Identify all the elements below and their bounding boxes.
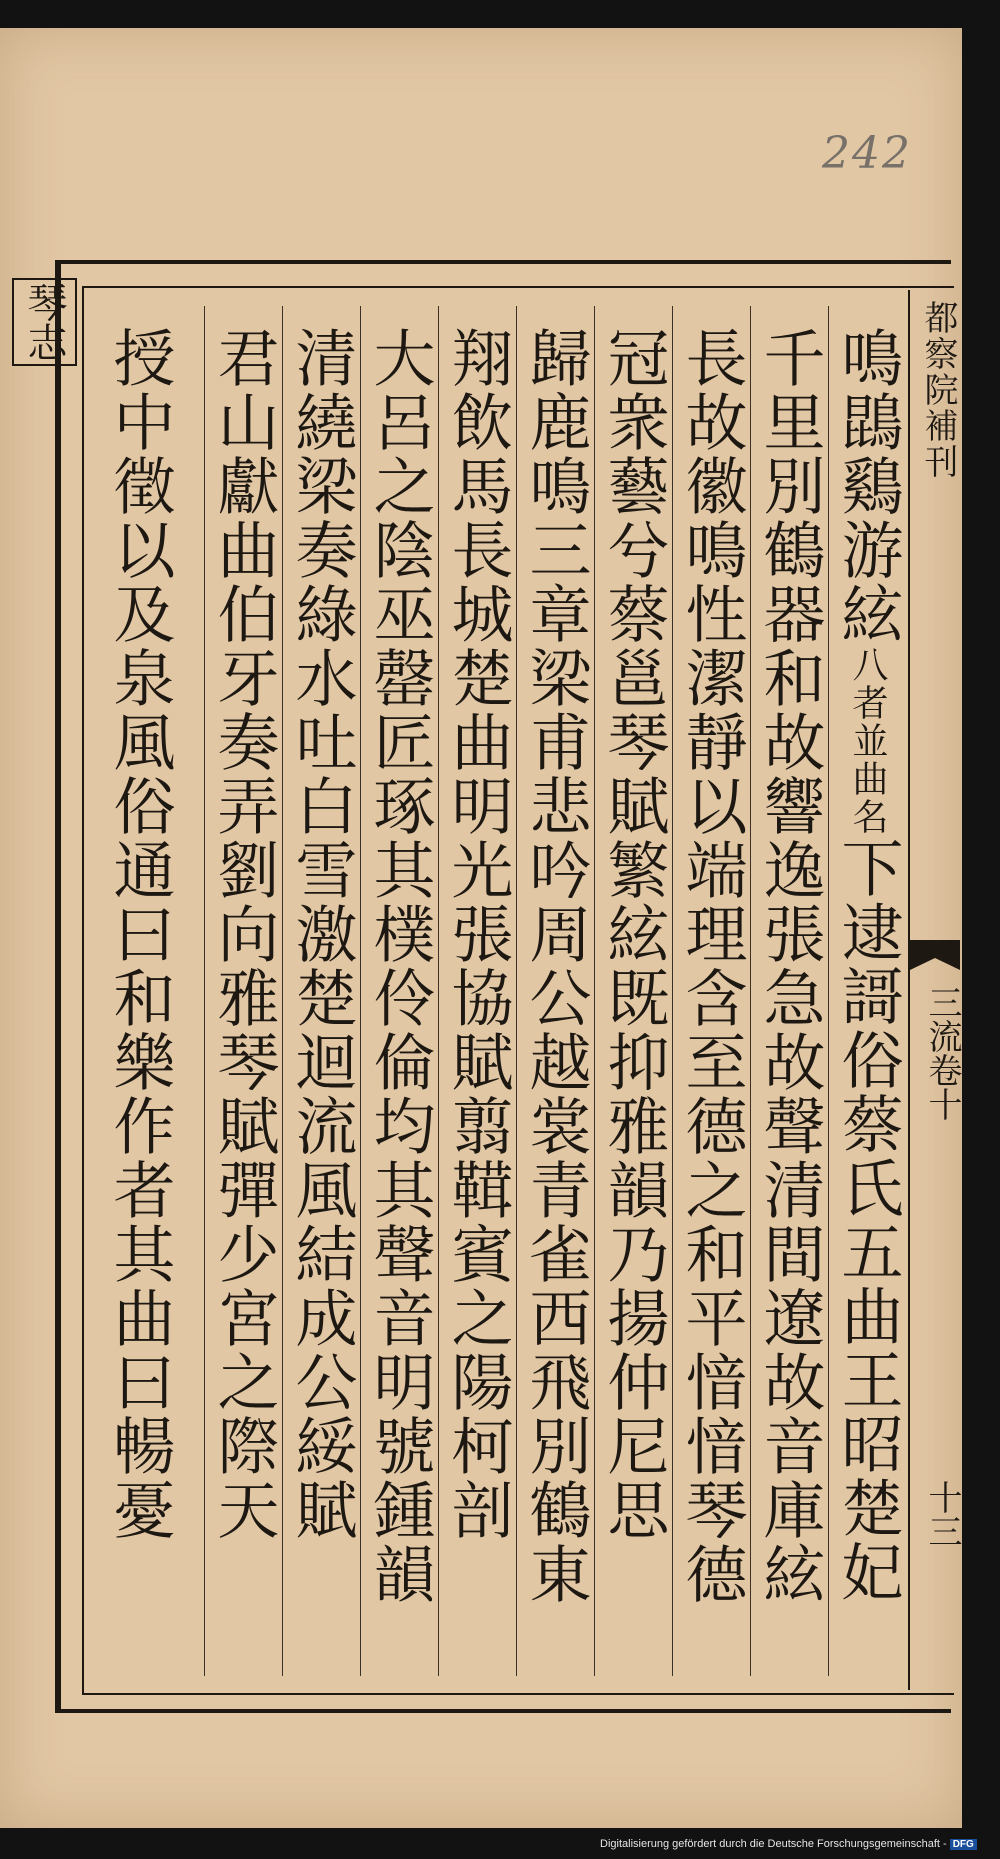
text-column-5: 歸鹿鳴三章梁甫悲吟周公越裳青雀西飛別鶴東	[516, 306, 594, 1676]
text-column-9: 君山獻曲伯牙奏弄劉向雅琴賦彈少宮之際天	[204, 306, 282, 1676]
running-head-folio: 十三	[922, 1480, 962, 1548]
footer-text: Digitalisierung gefördert durch die Deutsche Forschungsgemeinschaft -	[600, 1838, 947, 1850]
text-column-3: 長故徽鳴性潔靜以端理含至德之和平愔愔琴德	[672, 306, 750, 1676]
document-page	[0, 28, 962, 1828]
column-1-text-cont: 下逮謌俗蔡氏五曲王昭楚妃	[831, 836, 904, 1604]
text-column-8: 清繞梁奏綠水吐白雪激楚迴流風結成公綏賦	[282, 306, 360, 1676]
running-head-chapter: 三流卷十	[922, 985, 962, 1121]
running-head-title: 都察院補刊	[918, 300, 958, 480]
text-column-7: 大呂之陰巫罄匠琢其樸伶倫均其聲音明號鍾韻	[360, 306, 438, 1676]
handwritten-annotation: 242	[822, 128, 912, 179]
text-column-2: 千里別鶴器和故響逸張急故聲清間遼故音庫絃	[750, 306, 828, 1676]
column-1-note: 八者並曲名	[847, 646, 888, 836]
dfg-logo: DFG	[950, 1839, 977, 1850]
fish-tail-mark	[910, 940, 960, 970]
running-head	[908, 290, 960, 1690]
text-column-1	[828, 306, 906, 1676]
text-column-6: 翔飲馬長城楚曲明光張協賦翦䩸賓之陽柯剖	[438, 306, 516, 1676]
text-column-4: 冠衆藝兮蔡邕琴賦繁絃既抑雅韻乃揚仲尼思	[594, 306, 672, 1676]
digitization-footer	[600, 1838, 977, 1850]
margin-label: 琴志	[12, 278, 77, 366]
text-column-10: 授中徵以及泉風俗通曰和樂作者其曲曰暢憂	[103, 326, 176, 1542]
column-1-text: 鳴鵾鷄游絃	[831, 326, 904, 646]
